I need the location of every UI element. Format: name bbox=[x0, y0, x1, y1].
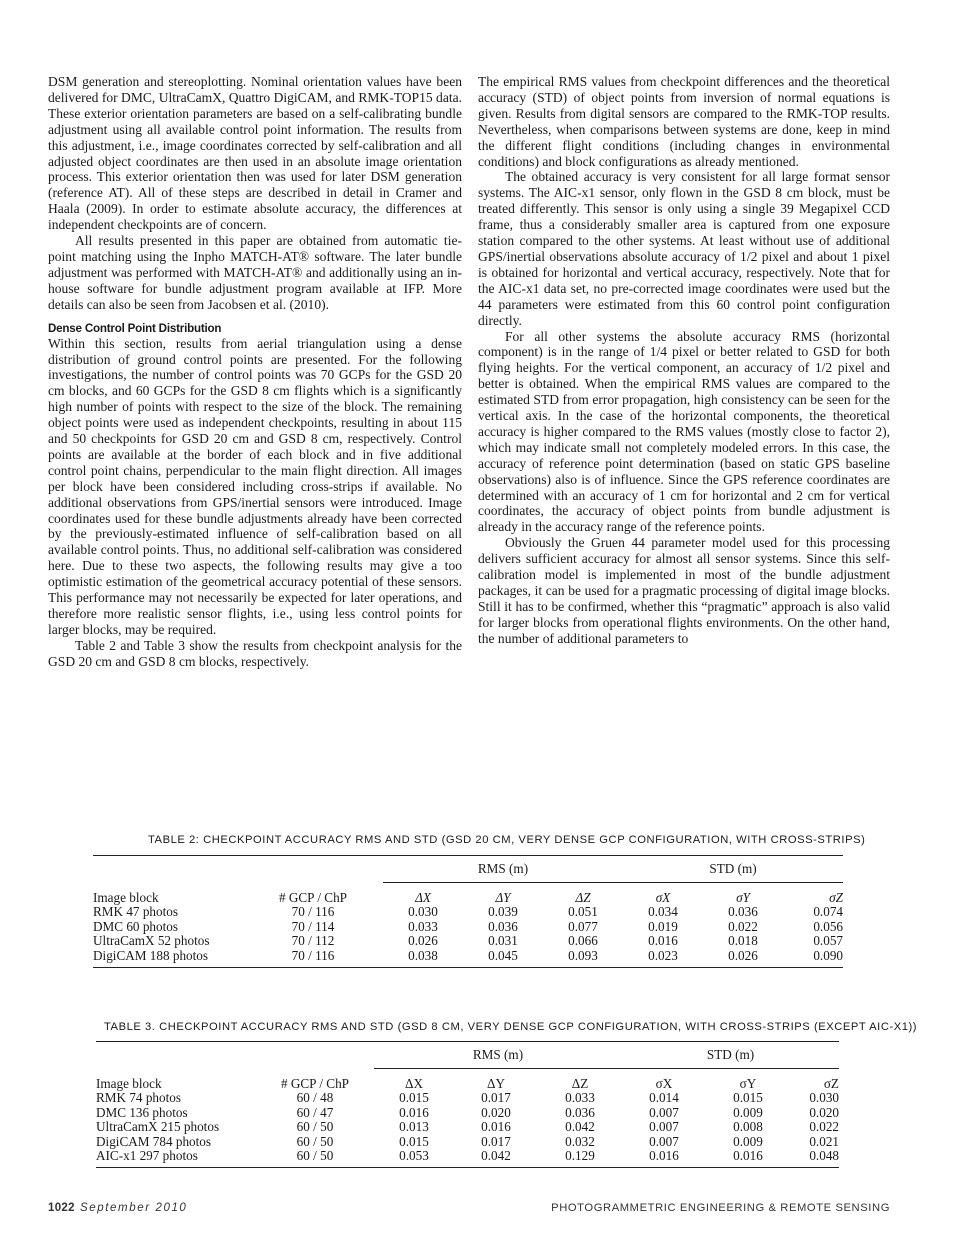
table-cell: 0.036 bbox=[565, 1104, 595, 1120]
table-row bbox=[96, 1149, 839, 1163]
table-cell: 0.016 bbox=[648, 933, 678, 949]
table-cell: 60 / 50 bbox=[296, 1133, 334, 1149]
table-cell: 0.077 bbox=[568, 918, 598, 934]
column-header: ΔX bbox=[404, 1076, 423, 1091]
table-row bbox=[96, 1091, 839, 1105]
row-label-cell: DigiCAM 784 photos bbox=[96, 1133, 212, 1149]
table-row bbox=[96, 1106, 839, 1120]
table-cell: 0.007 bbox=[649, 1104, 679, 1120]
table-cell: 0.016 bbox=[649, 1148, 679, 1164]
table-row bbox=[93, 934, 843, 948]
table-cell: 70 / 116 bbox=[291, 904, 335, 920]
paragraph: Table 2 and Table 3 show the results from checkpoint analysis for the GSD 20 cm and GSD 8 cm blocks, respectively. bbox=[48, 637, 462, 669]
column-header: ΔX bbox=[415, 890, 431, 905]
table-cell: 0.033 bbox=[565, 1090, 595, 1106]
page-number: 1022 bbox=[48, 1202, 75, 1214]
paragraph: DSM generation and stereoplotting. Nominal orientation values have been delivered for DMC, UltraCamX, Quattro DigiCAM, and RMK-TOP15 data. These exterior orientation parameters are based on a self-calibrating bundle adjustment using all available control point information. The results from this adjustment, i.e., image coordinates corrected by self-calibration and all adjusted object coordinates are then used in an absolute image orientation process. This exterior orientation then was used for later DSM generation (reference AT). All of these steps are described in detail in Cramer and Haala (2009). In order to estimate absolute accuracy, the differences at independent checkpoints are of concern. bbox=[48, 74, 462, 233]
column-header: ΔZ bbox=[575, 890, 591, 905]
table-row bbox=[93, 905, 843, 919]
table-cell: 0.034 bbox=[648, 904, 678, 920]
table-cell: 0.007 bbox=[649, 1133, 679, 1149]
paragraph: All results presented in this paper are obtained from automatic tie-point matching using the Inpho MATCH-AT® software. The later bundle adjustment was performed with MATCH-AT® and additionally using an in-house software for bundle adjustment program available at IFP. More details can also be seen from Jacobsen et al. (2010). bbox=[48, 233, 462, 312]
table-header-row bbox=[93, 883, 843, 906]
row-label-cell: DMC 60 photos bbox=[93, 918, 178, 934]
table-cell: 0.066 bbox=[568, 933, 598, 949]
table-cell: 0.007 bbox=[649, 1119, 679, 1135]
table-cell: 0.038 bbox=[408, 947, 438, 963]
issue-date: September 2010 bbox=[80, 1202, 188, 1214]
table-cell: 0.036 bbox=[728, 904, 758, 920]
table-cell: 0.022 bbox=[728, 918, 758, 934]
column-header: σZ bbox=[829, 890, 843, 905]
table-cell: 0.020 bbox=[809, 1104, 839, 1120]
journal-name: PHOTOGRAMMETRIC ENGINEERING & REMOTE SENSING bbox=[551, 1202, 890, 1214]
table-cell: 0.018 bbox=[728, 933, 758, 949]
table-cell: 60 / 50 bbox=[296, 1119, 334, 1135]
table-row bbox=[93, 949, 843, 963]
table-cell: 0.090 bbox=[813, 947, 843, 963]
table-cell: 0.023 bbox=[648, 947, 678, 963]
table-cell: 0.053 bbox=[399, 1148, 429, 1164]
row-label-cell: DMC 136 photos bbox=[96, 1104, 188, 1120]
table-cell: 0.016 bbox=[733, 1148, 763, 1164]
table-cell: 0.056 bbox=[813, 918, 843, 934]
table-cell: 70 / 112 bbox=[291, 933, 335, 949]
table-cell: 0.039 bbox=[488, 904, 518, 920]
table-2-caption: TABLE 2: CHECKPOINT ACCURACY RMS AND STD (GSD 20 CM, VERY DENSE GCP CONFIGURATION, WITH CROSS-STRIPS) bbox=[148, 834, 866, 846]
left-column bbox=[48, 74, 462, 670]
right-column bbox=[478, 74, 890, 647]
table-cell: 0.026 bbox=[728, 947, 758, 963]
table-2 bbox=[93, 855, 843, 968]
group-header-rms: RMS (m) bbox=[383, 856, 623, 883]
table-cell: 0.033 bbox=[408, 918, 438, 934]
table-row bbox=[96, 1120, 839, 1134]
row-label-cell: RMK 74 photos bbox=[96, 1090, 181, 1106]
table-cell: 0.020 bbox=[481, 1104, 511, 1120]
paragraph: For all other systems the absolute accuracy RMS (horizontal component) is in the range of 1/4 pixel or better related to GSD for both flying heights. For the vertical component, an accuracy of 1/2 pixel and better is obtained. When the empirical RMS values are compared to the estimated STD from error propagation, high consistency can be seen for the vertical axis. In the case of the horizontal components, the theoretical accuracy is higher compared to the RMS values (mostly close to factor 2), which may indicate small not completely modeled errors. In this case, the accuracy of reference point determination (based on static GPS baseline observations) also is of influence. Since the GPS reference coordinates are determined with an accuracy of 1 cm for horizontal and 2 cm for vertical coordinates, the accuracy of object points from bundle adjustment is already in the accuracy range of the reference points. bbox=[478, 328, 890, 535]
table-cell: 0.032 bbox=[565, 1133, 595, 1149]
table-cell: 0.051 bbox=[568, 904, 598, 920]
paragraph: The empirical RMS values from checkpoint differences and the theoretical accuracy (STD) of object points from inversion of normal equations is given. Results from digital sensors are compared to the RMK-TOP results. Nevertheless, when comparisons between systems are done, keep in mind the different flight conditions (including changes in environmental conditions) and block configurations as already mentioned. bbox=[478, 74, 890, 169]
table-cell: 0.030 bbox=[408, 904, 438, 920]
table-cell: 70 / 116 bbox=[291, 947, 335, 963]
table-cell: 0.016 bbox=[399, 1104, 429, 1120]
column-header: ΔY bbox=[486, 1076, 505, 1091]
table-cell: 0.093 bbox=[568, 947, 598, 963]
column-header: σZ bbox=[823, 1076, 839, 1091]
column-header: σY bbox=[739, 1076, 757, 1091]
column-header: ΔZ bbox=[571, 1076, 589, 1091]
table-cell: 0.019 bbox=[648, 918, 678, 934]
table-cell: 0.013 bbox=[399, 1119, 429, 1135]
table-cell: 0.009 bbox=[733, 1104, 763, 1120]
table-3 bbox=[96, 1041, 839, 1168]
column-header: σX bbox=[655, 1076, 673, 1091]
paragraph: The obtained accuracy is very consistent for all large format sensor systems. The AIC-x1 sensor, only flown in the GSD 8 cm block, must be treated differently. This sensor is only using a single 39 Megapixel CCD frame, thus a considerably smaller area is captured from one exposure station compared to the other systems. At least without use of additional GPS/inertial observations absolute accuracy of 1/2 pixel and about 1 pixel is obtained for horizontal and vertical accuracy, respectively. Note that for the AIC-x1 data set, no pre-corrected image coordinates were used but the 44 parameters were estimated from this 60 control point configuration directly. bbox=[478, 169, 890, 328]
column-header: ΔY bbox=[495, 890, 511, 905]
table-cell: 0.048 bbox=[809, 1148, 839, 1164]
column-header: # GCP / ChP bbox=[278, 889, 348, 905]
table-cell: 0.042 bbox=[565, 1119, 595, 1135]
table-cell: 0.015 bbox=[733, 1090, 763, 1106]
column-header: # GCP / ChP bbox=[280, 1075, 350, 1091]
table-cell: 0.036 bbox=[488, 918, 518, 934]
group-header-std: STD (m) bbox=[623, 856, 843, 883]
group-header-rms: RMS (m) bbox=[374, 1042, 622, 1069]
table-cell: 0.016 bbox=[481, 1119, 511, 1135]
table-cell: 0.031 bbox=[488, 933, 518, 949]
paragraph: Within this section, results from aerial triangulation using a dense distribution of ground control points are presented. For the following investigations, the number of control points was 70 GCPs for the GSD 20 cm blocks, and 60 GCPs for the GSD 8 cm flights which is a significantly high number of points with respect to the size of the block. The remaining object points were used as independent checkpoints, resulting in about 115 and 50 checkpoints for GSD 20 cm and GSD 8 cm, respectively. Control points are available at the border of each block and in five additional control point chains, perpendicular to the main flight direction. All images per block have been considered including cross-strips if available. No additional observations from GPS/inertial sensors were introduced. Image coordinates used for these bundle adjustments already have been corrected by the previously-estimated influence of self-calibration based on all available control points. Thus, no additional self-calibration was considered here. Due to these two aspects, the following results may give a too optimistic estimation of the geometrical accuracy potential of these sensors. This performance may not necessarily be expected for later operations, and therefore more realistic sensor flights, i.e., using less control points for larger blocks, may be required. bbox=[48, 335, 462, 637]
row-label-cell: RMK 47 photos bbox=[93, 904, 178, 920]
table-cell: 70 / 114 bbox=[291, 918, 335, 934]
table-cell: 0.129 bbox=[565, 1148, 595, 1164]
table-cell: 0.015 bbox=[399, 1090, 429, 1106]
table-cell: 0.030 bbox=[809, 1090, 839, 1106]
table-cell: 0.009 bbox=[733, 1133, 763, 1149]
table-cell: 0.021 bbox=[809, 1133, 839, 1149]
section-heading: Dense Control Point Distribution bbox=[48, 321, 222, 335]
table-cell: 0.026 bbox=[408, 933, 438, 949]
row-label-cell: UltraCamX 215 photos bbox=[96, 1119, 220, 1135]
table-cell: 0.015 bbox=[399, 1133, 429, 1149]
row-label-cell: UltraCamX 52 photos bbox=[93, 933, 210, 949]
table-row bbox=[96, 1135, 839, 1149]
table-row bbox=[93, 920, 843, 934]
table-cell: 60 / 48 bbox=[296, 1090, 334, 1106]
page-footer-left bbox=[48, 1202, 187, 1214]
table-cell: 0.057 bbox=[813, 933, 843, 949]
table-cell: 0.014 bbox=[649, 1090, 679, 1106]
row-label-cell: AIC-x1 297 photos bbox=[96, 1148, 198, 1164]
column-header: Image block bbox=[93, 889, 159, 905]
paragraph: Obviously the Gruen 44 parameter model used for this processing delivers sufficient accuracy for almost all sensor systems. Since this self-calibration model is implemented in most of the bundle adjustment packages, it can be used for a pragmatic processing of digital image blocks. Still it has to be confirmed, whether this “pragmatic” approach is also valid for larger blocks from operational flights environments. On the other hand, the number of additional parameters to bbox=[478, 535, 890, 646]
column-header: σY bbox=[736, 890, 750, 905]
table-cell: 0.074 bbox=[813, 904, 843, 920]
row-label-cell: DigiCAM 188 photos bbox=[93, 947, 209, 963]
table-cell: 0.042 bbox=[481, 1148, 511, 1164]
table-cell: 0.045 bbox=[488, 947, 518, 963]
table-body bbox=[96, 1091, 839, 1163]
table-cell: 0.017 bbox=[481, 1133, 511, 1149]
table-header-row bbox=[96, 1069, 839, 1092]
table-cell: 60 / 50 bbox=[296, 1148, 334, 1164]
column-header: Image block bbox=[96, 1075, 162, 1091]
table-cell: 0.008 bbox=[733, 1119, 763, 1135]
table-cell: 0.017 bbox=[481, 1090, 511, 1106]
table-cell: 0.022 bbox=[809, 1119, 839, 1135]
table-body bbox=[93, 905, 843, 963]
column-header: σX bbox=[655, 890, 671, 905]
table-cell: 60 / 47 bbox=[296, 1104, 334, 1120]
group-header-std: STD (m) bbox=[622, 1042, 839, 1069]
table-3-caption: TABLE 3. CHECKPOINT ACCURACY RMS AND STD (GSD 8 CM, VERY DENSE GCP CONFIGURATION, WITH CROSS-STRIPS (EXCEPT AIC-X1)) bbox=[104, 1021, 918, 1033]
